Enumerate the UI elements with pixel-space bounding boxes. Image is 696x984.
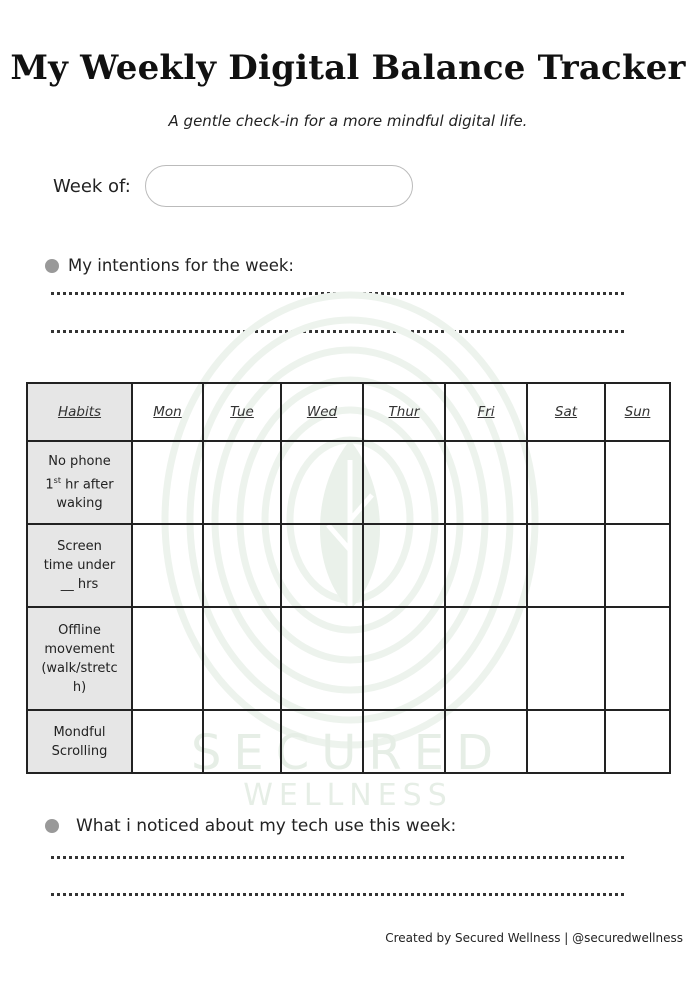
table-row	[27, 710, 670, 773]
check-cell[interactable]	[527, 524, 605, 607]
check-cell[interactable]	[132, 441, 203, 524]
check-cell[interactable]	[445, 710, 527, 773]
check-cell[interactable]	[203, 441, 281, 524]
intentions-bullet-icon	[45, 259, 59, 273]
check-cell[interactable]	[445, 524, 527, 607]
page-subtitle: A gentle check-in for a more mindful digital life.	[168, 112, 528, 130]
check-cell[interactable]	[605, 441, 670, 524]
check-cell[interactable]	[605, 710, 670, 773]
intentions-label: My intentions for the week:	[68, 256, 294, 275]
check-cell[interactable]	[527, 710, 605, 773]
habit-label-line: hr after	[60, 477, 114, 493]
habit-label-screen-time	[27, 524, 132, 607]
check-cell[interactable]	[203, 607, 281, 710]
check-cell[interactable]	[203, 524, 281, 607]
notice-bullet-icon	[45, 819, 59, 833]
table-header-row	[27, 383, 670, 441]
check-cell[interactable]	[445, 607, 527, 710]
check-cell[interactable]	[605, 524, 670, 607]
day-header-tue: Tue	[203, 383, 281, 441]
day-header-mon: Mon	[132, 383, 203, 441]
table-row	[27, 607, 670, 710]
habit-label-line: Mondful	[53, 724, 106, 740]
habit-label-mindful-scrolling	[27, 710, 132, 773]
habit-label-line: waking	[56, 496, 103, 512]
watermark-text-secured: SECURED	[190, 725, 506, 781]
footer-credit: Created by Secured Wellness | @securedwellness	[385, 931, 683, 945]
check-cell[interactable]	[281, 524, 363, 607]
check-cell[interactable]	[445, 441, 527, 524]
day-header-thur: Thur	[363, 383, 445, 441]
check-cell[interactable]	[132, 607, 203, 710]
notice-line-1[interactable]	[51, 856, 624, 859]
check-cell[interactable]	[605, 607, 670, 710]
watermark-text-wellness: WELLNESS	[243, 778, 453, 813]
check-cell[interactable]	[527, 441, 605, 524]
check-cell[interactable]	[363, 524, 445, 607]
habit-label-line: time under	[43, 558, 116, 573]
habits-column-header: Habits	[27, 383, 132, 441]
day-header-sat: Sat	[527, 383, 605, 441]
habit-tracker-table	[26, 382, 671, 774]
day-header-sun: Sun	[605, 383, 670, 441]
day-header-fri: Fri	[445, 383, 527, 441]
habit-label-offline-movement	[27, 607, 132, 710]
day-header-wed: Wed	[281, 383, 363, 441]
notice-label: What i noticed about my tech use this week:	[76, 816, 457, 836]
check-cell[interactable]	[203, 710, 281, 773]
page-title: My Weekly Digital Balance Tracker	[10, 48, 686, 88]
habit-label-line: h)	[72, 679, 87, 695]
habit-label-line: 1	[45, 477, 54, 493]
habit-label-line: Scrolling	[51, 743, 108, 759]
notice-line-2[interactable]	[51, 893, 624, 896]
check-cell[interactable]	[363, 441, 445, 524]
habit-label-line: No phone	[48, 453, 111, 469]
check-cell[interactable]	[281, 710, 363, 773]
check-cell[interactable]	[527, 607, 605, 710]
check-cell[interactable]	[363, 607, 445, 710]
habit-label-line: (walk/stretc	[41, 660, 118, 676]
habit-label-superscript: st	[53, 475, 61, 485]
check-cell[interactable]	[281, 607, 363, 710]
habit-label-line: movement	[44, 641, 115, 657]
habit-label-line: __ hrs	[60, 577, 99, 592]
week-of-field[interactable]	[145, 165, 413, 207]
habit-label-no-phone	[27, 441, 132, 524]
table-row	[27, 441, 670, 524]
check-cell[interactable]	[363, 710, 445, 773]
habit-label-line: Screen	[57, 539, 102, 554]
check-cell[interactable]	[132, 710, 203, 773]
check-cell[interactable]	[132, 524, 203, 607]
table-row	[27, 524, 670, 607]
habit-label-line: Offline	[58, 622, 101, 638]
check-cell[interactable]	[281, 441, 363, 524]
week-of-label: Week of:	[53, 176, 131, 197]
